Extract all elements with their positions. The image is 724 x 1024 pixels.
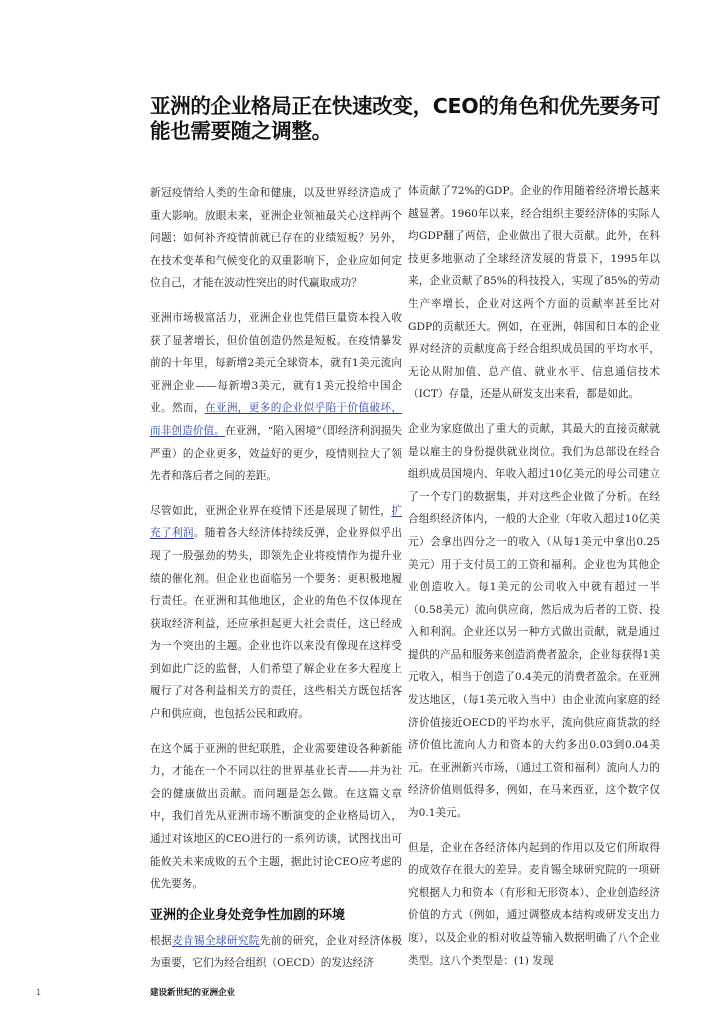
mgi-link[interactable]: 麦肯锡全球研究院 xyxy=(171,934,260,947)
paragraph xyxy=(150,930,402,975)
value-destruction-link[interactable]: 在亚洲，更多的企业似乎陷于价值破坏，而非创造价值。 xyxy=(150,402,403,437)
paragraph-text: 亚洲市场极富活力，亚洲企业也凭借巨量资本投入收获了显著增长，但价值创造仍然是短板。在疫情暴发前的十年里，每新增2美元全球资本，就有1美元流向亚洲企业——每新增3美元，就有1美元投给中国企业。然而， xyxy=(150,311,402,415)
paragraph-text: 尽管如此，亚洲企业界在疫情下还是展现了韧性， xyxy=(150,504,392,517)
page-number: 1 xyxy=(36,988,42,997)
paragraph xyxy=(150,307,402,488)
page-title: 亚洲的企业格局正在快速改变，CEO的角色和优先要务可能也需要随之调整。 xyxy=(150,94,661,143)
paragraph: 企业为家庭做出了重大的贡献，其最大的直接贡献就是以雇主的身份提供就业岗位。我们为总部设在经合组织成员国境内、年收入超过10亿美元的母公司建立了一个专门的数据集，并对这些企业做了分析。在经合组织经济体内，一般的大企业（年收入超过10亿美元）会拿出四分之一的收入（从每1美元中拿出0.25美元）用于支付员工的工资和福利。企业也为其他企业创造收入。每1美元的公司收入中就有超过一半（0.58美元）流向供应商，然后成为后者的工资、投入和利润。企业还以另一种方式做出贡献，就是通过提供的产品和服务来创造消费者盈余，企业每获得1美元收入，相当于创造了0.4美元的消费者盈余。在亚洲发达地区，（每1美元收入当中）由企业流向家庭的经济价值接近OECD的平均水平，流向供应商货款的经济价值比流向人力和资本的大约多出0.03到0.04美元。在亚洲新兴市场，（通过工资和福利）流向人力的经济价值则低得多，例如，在马来西亚，这个数字仅为0.1美元。 xyxy=(408,422,660,820)
paragraph-text: 。随着各大经济体持续反弹，企业界似乎出现了一股强劲的势头，即领先企业将疫情作为提升业绩的催化剂。但企业也面临另一个要务：更积极地履行责任。在亚洲和其他地区，企业的角色不仅体现在获取经济利益，还应承担起更大社会责任，这已经成为一个突出的主题。企业也许以来没有像现在这样受到如此广泛的监督，人们希望了解企业在多大程度上履行了对各利益相关方的责任，这些相关方既包括客户和供应商，也包括公民和政府。 xyxy=(150,527,403,721)
profit-expansion-link[interactable]: 扩充了利润 xyxy=(150,504,402,540)
paragraph-text: 先前的研究，企业对经济体极为重要，它们为经合组织（OECD）的发达经济 xyxy=(150,934,403,970)
right-column xyxy=(408,180,660,984)
left-column xyxy=(150,182,402,987)
paragraph-text: 在亚洲，“陷入困境”（即经济利润损失严重）的企业更多，效益好的更少，疫情则拉大了领先者和落后者之间的差距。 xyxy=(150,424,403,483)
paragraph: 新冠疫情给人类的生命和健康，以及世界经济造成了重大影响。放眼未来，亚洲企业领袖最关心这样两个问题：如何补齐疫情前就已存在的业绩短板？另外，在技术变革和气候变化的双重影响下，企业应如何定位自己，才能在波动性突出的时代赢取成功？ xyxy=(150,187,402,290)
paragraph: 体贡献了72%的GDP。企业的作用随着经济增长越来越显著。1960年以来，经合组织主要经济体的实际人均GDP翻了两倍，企业做出了很大贡献。此外，在科技更多地驱动了全球经济发展的背景下，1995年以来，企业贡献了85%的科技投入，实现了85%的劳动生产率增长，企业对这两个方面的贡献率甚至比对GDP的贡献还大。例如，在亚洲，韩国和日本的企业界对经济的贡献度高于经合组织成员国的平均水平，无论从附加值、总产值、就业水平、信息通信技术（ICT）存量，还是从研发支出来看，都是如此。 xyxy=(408,185,660,401)
paragraph xyxy=(150,500,402,726)
paragraph-text: 根据 xyxy=(150,934,172,947)
section-heading: 亚洲的企业身处竞争性加剧的环境 xyxy=(150,907,346,923)
paragraph: 但是，企业在各经济体内起到的作用以及它们所取得的成效存在很大的差异。麦肯锡全球研究院的一项研究根据人力和资本（有形和无形资本）、企业创造经济价值的方式（例如，通过调整成本结构或研发支出力度），以及企业的相对收益等输入数据明确了八个企业类型。这八个类型是：(1) 发现 xyxy=(408,841,660,967)
paragraph: 在这个属于亚洲的世纪联胜，企业需要建设各种新能力，才能在一个不同以往的世界基业长青——并为社会的健康做出贡献。而问题是怎么做。在这篇文章中，我们首先从亚洲市场不断演变的企业格局切入，通过对该地区的CEO进行的一系列访谈，试图找出可能攸关未来成败的五个主题，据此讨论CEO应考虑的优先要务。 xyxy=(150,742,402,891)
footer-title: 建设新世纪的亚洲企业 xyxy=(150,988,236,998)
